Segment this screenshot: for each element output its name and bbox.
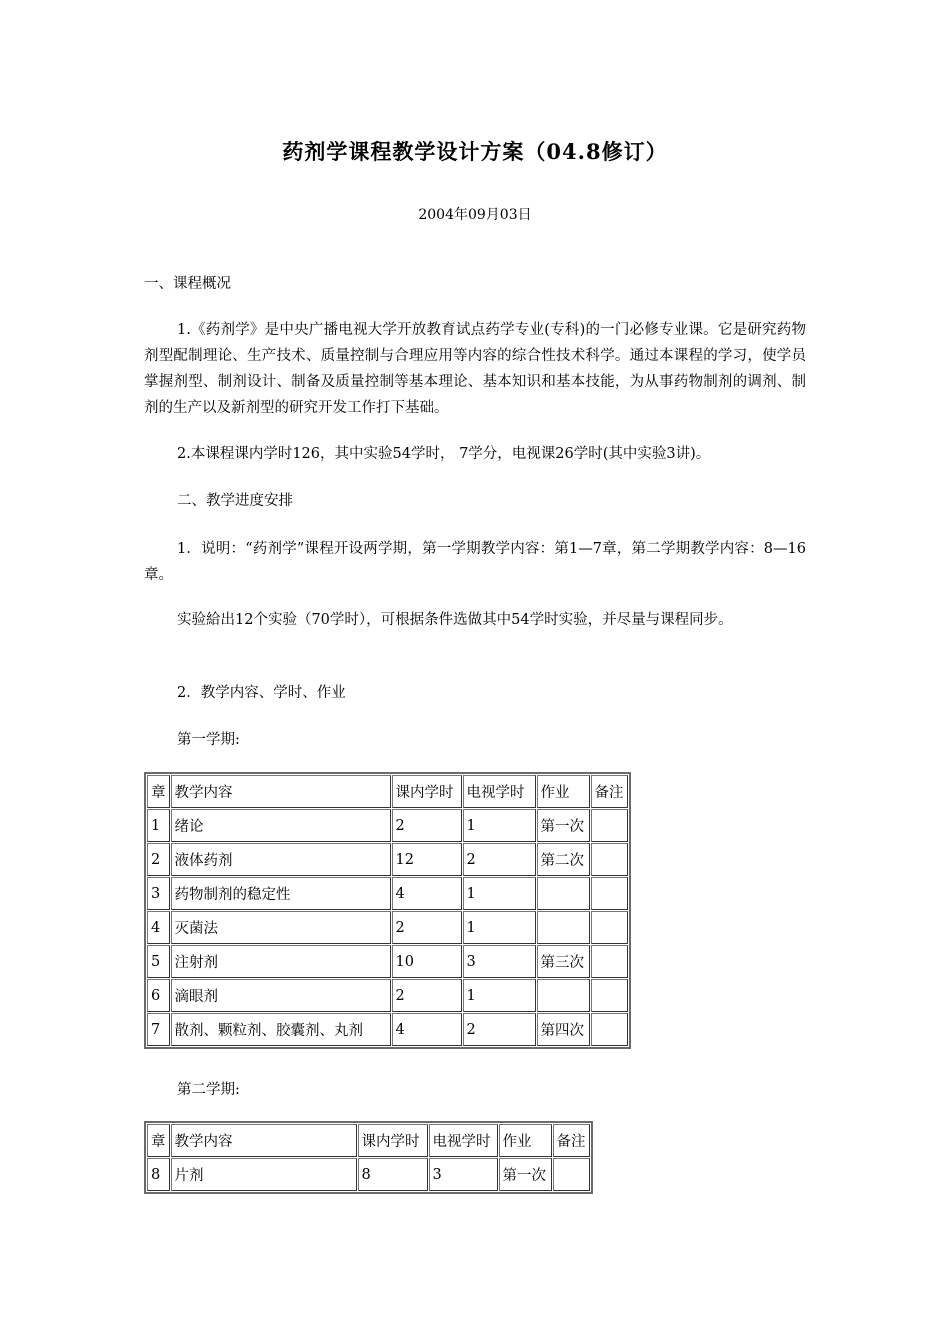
cell-tv-hours: 1 xyxy=(463,979,536,1012)
cell-chapter: 8 xyxy=(147,1158,170,1191)
header-cell-class-hours: 课内学时 xyxy=(358,1124,428,1157)
table-row xyxy=(147,1158,590,1191)
paragraph-schedule-note: 1．说明：“药剂学”课程开设两学期，第一学期教学内容：第1—7章，第二学期教学内容：8—16章。 xyxy=(144,541,806,583)
cell-content: 灭菌法 xyxy=(171,911,391,944)
term2-table xyxy=(144,1121,593,1194)
cell-homework: 第三次 xyxy=(537,945,590,978)
paragraph-content-heading: 2．教学内容、学时、作业 xyxy=(177,685,346,701)
section-heading-overview: 一、课程概况 xyxy=(144,276,231,292)
cell-class-hours: 2 xyxy=(392,979,462,1012)
header-cell-chapter: 章 xyxy=(147,775,170,808)
cell-homework xyxy=(537,979,590,1012)
cell-homework xyxy=(537,877,590,910)
header-cell-tv-hours: 电视学时 xyxy=(429,1124,498,1157)
cell-content: 绪论 xyxy=(171,809,391,842)
cell-chapter: 1 xyxy=(147,809,170,842)
cell-remarks xyxy=(591,979,628,1012)
cell-homework: 第四次 xyxy=(537,1013,590,1046)
table-header-row xyxy=(147,775,628,808)
table-row xyxy=(147,877,628,910)
cell-homework: 第一次 xyxy=(537,809,590,842)
header-cell-content: 教学内容 xyxy=(171,1124,357,1157)
document-title: 药剂学课程教学设计方案（04.8修订） xyxy=(282,139,668,164)
cell-class-hours: 2 xyxy=(392,809,462,842)
header-cell-remarks: 备注 xyxy=(591,775,628,808)
header-cell-class-hours: 课内学时 xyxy=(392,775,462,808)
term2-label: 第二学期: xyxy=(177,1082,240,1098)
header-cell-homework: 作业 xyxy=(499,1124,552,1157)
table-row xyxy=(147,911,628,944)
table-header-row xyxy=(147,1124,590,1157)
cell-chapter: 7 xyxy=(147,1013,170,1046)
cell-homework xyxy=(537,911,590,944)
cell-class-hours: 8 xyxy=(358,1158,428,1191)
cell-content: 液体药剂 xyxy=(171,843,391,876)
cell-class-hours: 10 xyxy=(392,945,462,978)
cell-chapter: 4 xyxy=(147,911,170,944)
document-date: 2004年09月03日 xyxy=(418,207,532,223)
header-cell-chapter: 章 xyxy=(147,1124,170,1157)
cell-homework: 第一次 xyxy=(499,1158,552,1191)
cell-remarks xyxy=(591,911,628,944)
cell-content: 滴眼剂 xyxy=(171,979,391,1012)
cell-tv-hours: 3 xyxy=(463,945,536,978)
header-cell-remarks: 备注 xyxy=(553,1124,590,1157)
cell-tv-hours: 2 xyxy=(463,1013,536,1046)
cell-remarks xyxy=(591,809,628,842)
cell-chapter: 5 xyxy=(147,945,170,978)
cell-homework: 第二次 xyxy=(537,843,590,876)
table-row xyxy=(147,1013,628,1046)
term1-table xyxy=(144,772,631,1049)
term1-label: 第一学期: xyxy=(177,732,240,748)
cell-tv-hours: 3 xyxy=(429,1158,498,1191)
cell-remarks xyxy=(591,877,628,910)
cell-class-hours: 2 xyxy=(392,911,462,944)
cell-content: 注射剂 xyxy=(171,945,391,978)
table-row xyxy=(147,843,628,876)
paragraph-experiments: 实验給出12个实验（70学时），可根据条件选做其中54学时实验，并尽量与课程同步。 xyxy=(177,612,733,628)
cell-remarks xyxy=(591,945,628,978)
cell-tv-hours: 1 xyxy=(463,809,536,842)
table-row xyxy=(147,809,628,842)
cell-chapter: 6 xyxy=(147,979,170,1012)
cell-tv-hours: 2 xyxy=(463,843,536,876)
cell-tv-hours: 1 xyxy=(463,877,536,910)
table-row xyxy=(147,945,628,978)
cell-remarks xyxy=(591,1013,628,1046)
cell-class-hours: 4 xyxy=(392,1013,462,1046)
cell-remarks xyxy=(591,843,628,876)
paragraph-course-intro: 1.《药剂学》是中央广播电视大学开放教育试点药学专业(专科)的一门必修专业课。它是研究药物剂型配制理论、生产技术、质量控制与合理应用等内容的综合性技术科学。通过本课程的学习，使学员掌握剂型、制剂设计、制备及质量控制等基本理论、基本知识和基本技能，为从事药物制剂的调剂、制剂的生产以及新剂型的研究开发工作打下基础。 xyxy=(144,322,806,416)
header-cell-tv-hours: 电视学时 xyxy=(463,775,536,808)
cell-class-hours: 4 xyxy=(392,877,462,910)
cell-class-hours: 12 xyxy=(392,843,462,876)
cell-chapter: 3 xyxy=(147,877,170,910)
cell-tv-hours: 1 xyxy=(463,911,536,944)
cell-content: 药物制剂的稳定性 xyxy=(171,877,391,910)
header-cell-content: 教学内容 xyxy=(171,775,391,808)
cell-chapter: 2 xyxy=(147,843,170,876)
cell-content: 片剂 xyxy=(171,1158,357,1191)
cell-remarks xyxy=(553,1158,590,1191)
header-cell-homework: 作业 xyxy=(537,775,590,808)
table-row xyxy=(147,979,628,1012)
section-heading-schedule: 二、教学进度安排 xyxy=(177,493,293,509)
paragraph-course-hours: 2.本课程课内学时126，其中实验54学时， 7学分，电视课26学时(其中实验3讲)。 xyxy=(177,446,711,462)
cell-content: 散剂、颗粒剂、胶囊剂、丸剂 xyxy=(171,1013,391,1046)
